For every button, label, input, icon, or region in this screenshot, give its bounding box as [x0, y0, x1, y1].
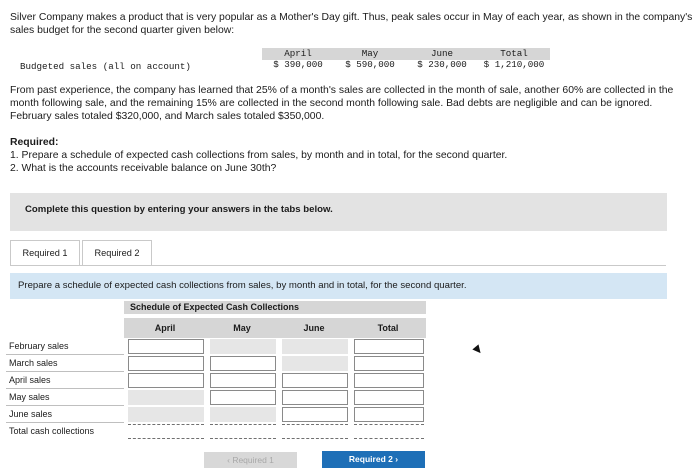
input-feb-april[interactable] — [128, 339, 204, 354]
chevron-left-icon: ‹ — [227, 455, 230, 465]
mouse-cursor-icon — [472, 344, 483, 355]
budget-month-total: Total — [500, 48, 528, 59]
input-total-april[interactable] — [128, 424, 204, 439]
budget-table — [10, 48, 548, 72]
required-item-2: 2. What is the accounts receivable balance on June 30th? — [10, 163, 277, 174]
input-total-may[interactable] — [210, 424, 276, 439]
header-may: May — [206, 318, 278, 338]
row-label-february-sales: February sales — [6, 338, 124, 355]
budget-col-april — [262, 48, 334, 70]
header-june: June — [278, 318, 350, 338]
input-total-june[interactable] — [282, 424, 348, 439]
budget-month-april: April — [284, 48, 312, 59]
problem-intro: Silver Company makes a product that is very popular as a Mother's Day gift. Thus, peak sales occur in May of each year, as shown in the company's sales budget for the second quarter given below: — [10, 12, 693, 36]
required-section — [10, 136, 690, 175]
budget-amount-may: $ 590,000 — [345, 59, 395, 70]
budget-col-total — [478, 48, 550, 70]
input-may-total[interactable] — [354, 390, 424, 405]
task-prompt — [10, 273, 667, 299]
next-required-button[interactable] — [322, 451, 425, 468]
row-label-total-cash-collections: Total cash collections — [9, 426, 95, 436]
input-feb-total[interactable] — [354, 339, 424, 354]
input-may-may[interactable] — [210, 390, 276, 405]
required-heading: Required: — [10, 137, 59, 148]
instructions-banner — [10, 193, 667, 231]
tab-required-2[interactable]: Required 2 — [82, 240, 152, 266]
budget-col-june — [406, 48, 478, 70]
tab-required-1[interactable]: Required 1 — [10, 240, 80, 266]
task-prompt-text: Prepare a schedule of expected cash collections from sales, by month and in total, for the second quarter. — [18, 280, 467, 291]
required-item-1: 1. Prepare a schedule of expected cash collections from sales, by month and in total, for the second quarter. — [10, 150, 508, 161]
header-total: Total — [350, 318, 426, 338]
input-mar-april[interactable] — [128, 356, 204, 371]
row-label-march-sales: March sales — [6, 355, 124, 372]
cash-collections-schedule — [6, 301, 426, 441]
row-label-may-sales: May sales — [6, 389, 124, 406]
budget-label: Budgeted sales (all on account) — [20, 61, 191, 72]
readonly-jun-april — [128, 407, 204, 422]
input-apr-total[interactable] — [354, 373, 424, 388]
readonly-feb-june — [282, 339, 348, 354]
input-total-total[interactable] — [354, 424, 424, 439]
budget-col-may — [334, 48, 406, 70]
input-mar-total[interactable] — [354, 356, 424, 371]
next-required-label: Required 2 — [348, 454, 393, 464]
chevron-right-icon: › — [395, 454, 399, 464]
budget-amount-april: $ 390,000 — [273, 59, 323, 70]
input-jun-total[interactable] — [354, 407, 424, 422]
readonly-may-april — [128, 390, 204, 405]
collection-assumptions: From past experience, the company has learned that 25% of a month's sales are collected in the month of sale, another 60% are collected in the month following sale, and the remaining 15% are collected in the second month following sale. Bad debts are negligible and can be ignored. February sales totaled $320,000, and March sales totaled $350,000. — [10, 85, 674, 122]
prev-required-label: Required 1 — [232, 455, 274, 465]
input-apr-june[interactable] — [282, 373, 348, 388]
tabs-divider — [10, 265, 666, 266]
readonly-feb-may — [210, 339, 276, 354]
schedule-title: Schedule of Expected Cash Collections — [124, 301, 426, 314]
input-apr-may[interactable] — [210, 373, 276, 388]
budget-month-june: June — [430, 48, 454, 59]
input-apr-april[interactable] — [128, 373, 204, 388]
budget-amount-total: $ 1,210,000 — [483, 59, 545, 70]
input-mar-may[interactable] — [210, 356, 276, 371]
budget-amount-june: $ 230,000 — [417, 59, 467, 70]
readonly-mar-june — [282, 356, 348, 371]
input-jun-june[interactable] — [282, 407, 348, 422]
row-label-april-sales: April sales — [6, 372, 124, 389]
budget-month-may: May — [361, 48, 379, 59]
instructions-text: Complete this question by entering your answers in the tabs below. — [25, 204, 333, 215]
readonly-jun-may — [210, 407, 276, 422]
header-april: April — [124, 318, 206, 338]
row-label-june-sales: June sales — [6, 406, 124, 423]
input-may-june[interactable] — [282, 390, 348, 405]
